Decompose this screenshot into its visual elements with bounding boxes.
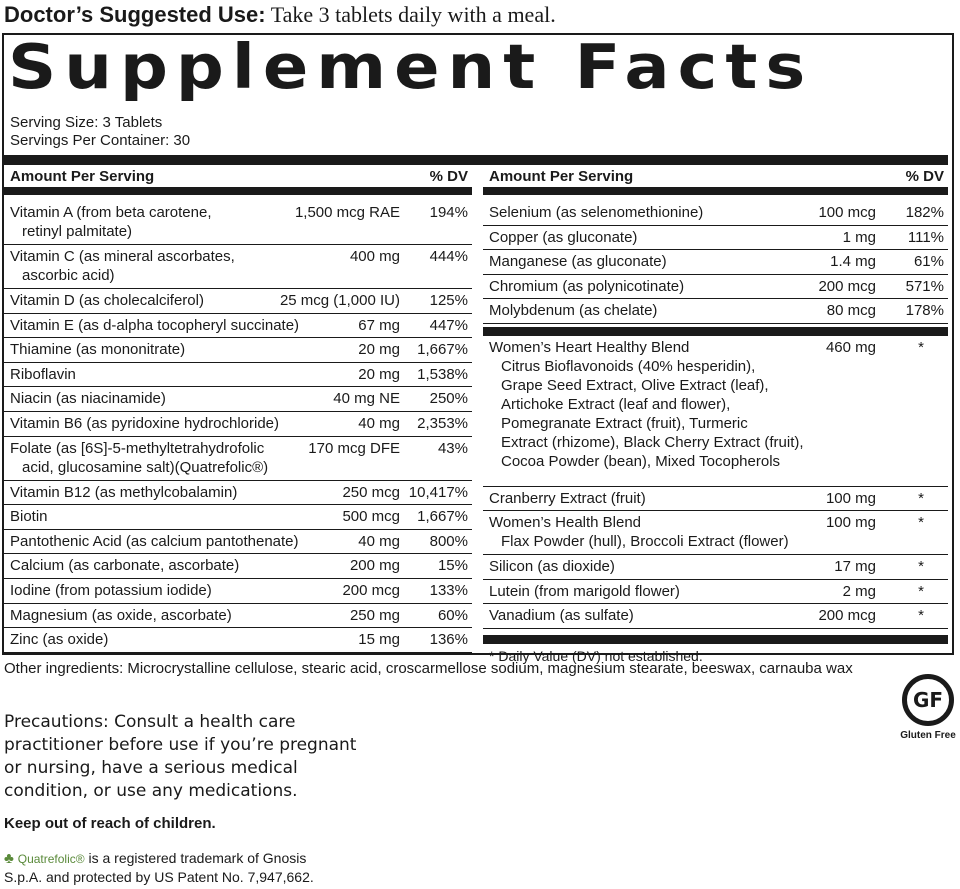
nutrient-amount: 40 mg NE [333,390,400,408]
nutrient-name-cont: retinyl palmitate) [22,223,133,240]
nutrient-row [4,505,472,530]
nutrient-dv: 2,353% [417,414,468,432]
nutrient-name: Vitamin A (from beta carotene, [10,204,212,221]
suggested-use [4,2,556,28]
dv-footnote: * Daily Value (DV) not established. [489,647,703,664]
header-bar [4,187,472,195]
right-rows-minerals [483,201,948,324]
nutrient-name-cont: ascorbic acid) [22,267,115,284]
nutrient-row [4,245,472,289]
heart-blend-amount: 460 mg [825,338,876,356]
nutrient-dv: 178% [905,302,944,320]
nutrient-dv: 1,667% [417,341,468,359]
nutrient-dv: 447% [429,316,468,334]
nutrient-dv: 60% [437,606,468,624]
nutrient-dv: * [918,557,924,575]
heart-blend-line: Grape Seed Extract, Olive Extract (leaf), [501,376,769,394]
nutrient-dv: 182% [905,204,944,221]
nutrient-amount: 1 mg [842,228,876,246]
nutrient-row [483,555,948,580]
nutrient-name: Biotin [10,508,48,526]
nutrient-amount: 40 mg [358,414,400,432]
nutrient-dv: 61% [913,253,944,271]
nutrient-amount: 400 mg [349,248,400,265]
cranberry-row [483,487,948,511]
nutrient-amount: 100 mcg [818,204,876,221]
nutrient-amount: 15 mg [358,631,400,649]
gluten-free-badge [898,674,958,741]
heart-blend-line: Extract (rhizome), Black Cherry Extract (fruit), [501,433,804,451]
nutrient-row [4,363,472,388]
nutrient-row [4,289,472,314]
heart-blend-line: Citrus Bioflavonoids (40% hesperidin), [501,357,756,375]
clover-icon: ♣ [4,850,14,867]
heart-blend-line: Artichoke Extract (leaf and flower), [501,395,731,413]
nutrient-amount: 250 mg [349,606,400,624]
gluten-free-label: Gluten Free [900,730,956,741]
amount-header: Amount Per Serving [10,168,155,185]
health-blend-row [483,511,948,555]
nutrient-name: Calcium (as carbonate, ascorbate) [10,557,240,575]
nutrient-row [4,554,472,579]
nutrient-amount: 200 mcg [818,277,876,295]
nutrient-row [4,604,472,629]
nutrient-name: Niacin (as niacinamide) [10,390,166,408]
nutrient-row [483,580,948,605]
nutrient-dv: 571% [905,277,944,295]
nutrient-amount: 170 mcg DFE [308,439,400,457]
nutrient-name: Silicon (as dioxide) [489,557,615,575]
heart-blend-line: Cocoa Powder (bean), Mixed Tocopherols [501,452,781,470]
left-column [4,165,472,653]
nutrient-amount: 20 mg [358,365,400,383]
other-ingredients: Other ingredients: Microcrystalline cellulose, stearic acid, croscarmellose sodium, magnesium stearate, beeswax, carnauba wax [4,660,853,677]
nutrient-amount: 80 mcg [826,302,876,320]
dv-header: % DV [429,168,468,185]
section-divider [483,327,948,336]
nutrient-name: Pantothenic Acid (as calcium pantothenate) [10,532,299,550]
nutrient-dv: 125% [429,292,468,309]
nutrient-name-cont: acid, glucosamine salt)(Quatrefolic®) [22,458,269,476]
nutrient-row [4,314,472,339]
cranberry-dv: * [918,489,924,507]
nutrient-dv: 1,538% [417,365,468,383]
nutrient-amount: 200 mg [349,557,400,575]
health-blend-line: Flax Powder (hull), Broccoli Extract (flower) [501,532,789,550]
nutrient-name: Riboflavin [10,365,76,383]
panel-title: Supplement Facts [8,30,814,103]
cranberry-name: Cranberry Extract (fruit) [489,489,646,507]
nutrient-row [4,387,472,412]
nutrient-amount: 1.4 mg [830,253,876,271]
nutrient-row [4,579,472,604]
nutrient-name: Thiamine (as mononitrate) [10,341,186,359]
dv-header: % DV [905,168,944,185]
nutrient-name: Copper (as gluconate) [489,228,638,246]
quatrefolic-brand: Quatrefolic® [17,852,85,866]
health-blend-name: Women’s Health Blend [489,513,642,531]
serving-size: Serving Size: 3 Tablets [10,114,163,131]
nutrient-dv: 15% [437,557,468,575]
trademark-text: is a registered trademark of Gnosis [84,850,307,866]
suggested-use-text: Take 3 tablets daily with a meal. [265,2,556,27]
nutrient-row [483,275,948,300]
nutrient-row [4,628,472,653]
nutrient-dv: * [918,582,924,600]
nutrient-dv: 136% [429,631,468,649]
nutrient-name: Vitamin D (as cholecalciferol) [10,292,204,309]
health-blend-dv: * [918,513,924,531]
section-divider [483,635,948,644]
nutrient-amount: 1,500 mcg RAE [294,204,400,221]
nutrient-dv: 43% [437,439,468,457]
nutrient-row [483,250,948,275]
nutrient-name: Vitamin B6 (as pyridoxine hydrochloride) [10,414,280,432]
nutrient-amount: 200 mcg [818,607,876,625]
cranberry-amount: 100 mg [825,489,876,507]
nutrient-name: Vitamin B12 (as methylcobalamin) [10,483,238,501]
nutrient-name: Vanadium (as sulfate) [489,607,634,625]
nutrient-name: Zinc (as oxide) [10,631,109,649]
amount-header: Amount Per Serving [489,168,634,185]
nutrient-name: Manganese (as gluconate) [489,253,667,271]
nutrient-name: Iodine (from potassium iodide) [10,581,212,599]
nutrient-amount: 25 mcg (1,000 IU) [279,292,400,309]
header-bar [483,187,948,195]
nutrient-amount: 250 mcg [342,483,400,501]
nutrient-name: Folate (as [6S]-5-methyltetrahydrofolic [10,439,265,457]
nutrient-row [4,530,472,555]
nutrient-dv: 1,667% [417,508,468,526]
precautions: Precautions: Consult a health care practitioner before use if you’re pregnant or nursing, have a serious medical condition, or use any medications. [4,712,357,801]
left-header [4,165,472,187]
heart-blend-row [483,336,948,487]
health-blend-amount: 100 mg [825,513,876,531]
nutrient-amount: 200 mcg [342,581,400,599]
nutrient-amount: 17 mg [834,557,876,575]
nutrient-name: Vitamin C (as mineral ascorbates, [10,248,235,265]
heart-blend-name: Women’s Heart Healthy Blend [489,338,690,356]
nutrient-name: Lutein (from marigold flower) [489,582,680,600]
nutrient-dv: 10,417% [408,483,468,501]
nutrient-dv: 194% [429,204,468,221]
nutrient-amount: 40 mg [358,532,400,550]
nutrient-row [4,437,472,481]
nutrient-name: Molybdenum (as chelate) [489,302,658,320]
nutrient-name: Magnesium (as oxide, ascorbate) [10,606,232,624]
heart-blend-line: Pomegranate Extract (fruit), Turmeric [501,414,748,432]
nutrient-name: Selenium (as selenomethionine) [489,204,704,221]
left-rows [4,201,472,653]
right-header [483,165,948,187]
nutrient-dv: * [918,607,924,625]
nutrient-amount: 67 mg [358,316,400,334]
nutrient-dv: 800% [429,532,468,550]
nutrient-row [4,412,472,437]
servings-per-container: Servings Per Container: 30 [10,132,191,149]
nutrient-row [483,604,948,629]
nutrient-dv: 133% [429,581,468,599]
nutrient-name: Chromium (as polynicotinate) [489,277,685,295]
heart-blend-dv: * [918,338,924,356]
nutrient-row [4,481,472,506]
suggested-use-label: Doctor’s Suggested Use: [4,2,266,27]
nutrient-amount: 20 mg [358,341,400,359]
right-column [483,165,948,664]
nutrient-dv: 444% [429,248,468,265]
right-rows-other [483,555,948,629]
keep-out-warning: Keep out of reach of children. [4,815,216,832]
nutrient-row [483,201,948,226]
nutrient-row [483,299,948,324]
gluten-free-icon: GF [902,674,954,726]
nutrient-dv: 250% [429,390,468,408]
trademark-notice [4,849,314,886]
trademark-text-2: S.p.A. and protected by US Patent No. 7,947,662. [4,869,314,885]
nutrient-row [483,226,948,251]
nutrient-row [4,338,472,363]
nutrient-name: Vitamin E (as d-alpha tocopheryl succinate) [10,316,300,334]
nutrient-amount: 500 mcg [342,508,400,526]
nutrient-row [4,201,472,245]
thick-divider [4,155,948,165]
nutrient-dv: 111% [907,228,944,246]
nutrient-amount: 2 mg [842,582,876,600]
